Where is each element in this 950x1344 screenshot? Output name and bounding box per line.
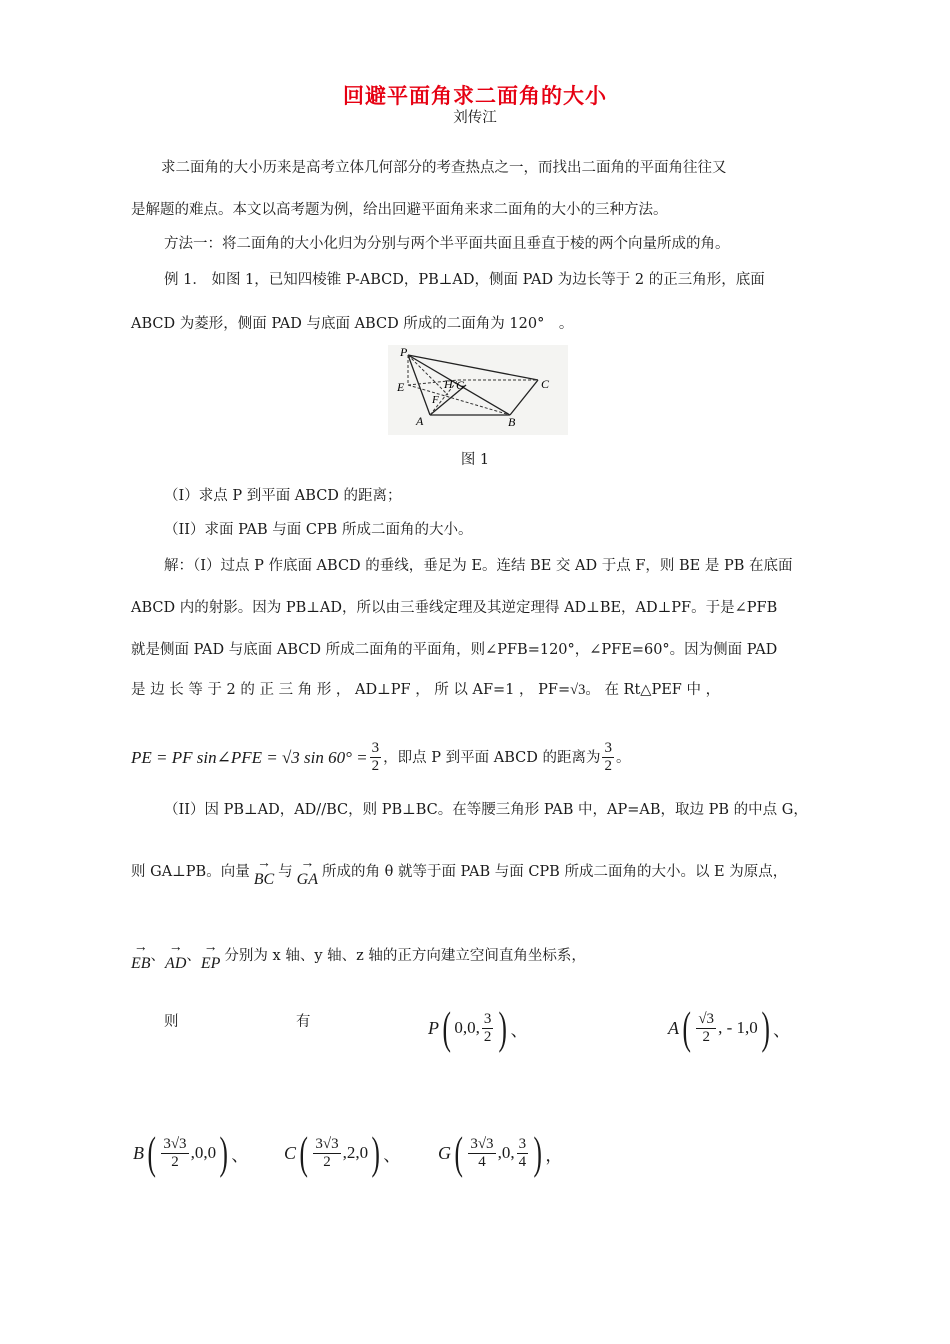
figure-1 (388, 345, 568, 435)
fraction-numerator: 3 (604, 740, 612, 756)
question-1: （I）求点 P 到平面 ABCD 的距离； (164, 488, 402, 504)
method-one-heading: 方法一：将二面角的大小化归为分别与两个半平面共面且垂直于棱的两个向量所成的角。 (164, 236, 730, 252)
part-2-connector: 与 (278, 864, 293, 880)
distance-formula (131, 740, 821, 775)
part-2-line-2-text: 则 GA⊥PB。向量 (131, 864, 250, 880)
coord-p: P ( 0,0, $\frac{3}{2}$ ) 、 (428, 1002, 528, 1053)
solution-line-4 (131, 680, 821, 700)
distance-fraction (602, 740, 614, 775)
separator: 、 (150, 948, 166, 964)
sqrt-3: √3 (570, 682, 586, 698)
solution-line-3: 就是侧面 PAD 与底面 ABCD 所成二面角的平面角，则∠PFB=120°，∠PFE=60°。因为侧面 PAD (131, 642, 778, 658)
part-2-line-2 (131, 852, 821, 892)
solution-line-4-tail: 。 在 Rt△PEF 中 ， (585, 682, 721, 698)
coord-c: C ( $\frac{3√3}{2}$ ,2,0 ) 、 (284, 1127, 401, 1178)
example-1-line-2: ABCD 为菱形，侧面 PAD 与底面 ABCD 所成的二面角为 120° 。 (131, 316, 574, 332)
fraction-numerator: 3 (371, 740, 380, 756)
solution-line-4-text: 是 边 长 等 于 2 的 正 三 角 形 ， AD⊥PF ， 所 以 AF=1 ， PF= (131, 682, 571, 698)
formula-expression: PE = PF sin∠PFE = √3 sin 60° = (131, 747, 368, 767)
point-label-g: G (456, 378, 465, 392)
point-label-a: A (416, 414, 424, 428)
coord-a: A ( $\frac{√3}{2}$ , - 1,0 ) 、 (668, 1002, 791, 1053)
part-2-line-2-tail: 所成的角 θ 就等于面 PAB 与面 CPB 所成二面角的大小。以 E 为原点， (322, 864, 788, 880)
point-label-h: H (444, 377, 453, 391)
example-1-line-1: 例 1． 如图 1，已知四棱锥 P-ABCD，PB⊥AD，侧面 PAD 为边长等于 2 的正三角形，底面 (164, 272, 765, 288)
coord-b: B ( $\frac{3√3}{2}$ ,0,0 ) 、 (133, 1127, 249, 1178)
have-word: 有 (296, 1014, 311, 1030)
intro-line-2: 是解题的难点。本文以高考题为例，给出回避平面角来求二面角的大小的三种方法。 (131, 202, 668, 218)
vector-ad: → AD (165, 940, 187, 972)
axes-text: 分别为 x 轴、y 轴、z 轴的正方向建立空间直角坐标系， (224, 948, 586, 964)
point-label-b: B (508, 415, 516, 429)
point-label-p: P (400, 345, 408, 359)
solution-line-2: ABCD 内的射影。因为 PB⊥AD，所以由三垂线定理及其逆定理得 AD⊥BE，AD⊥PF。于是∠PFB (131, 600, 778, 616)
fraction-denominator: 2 (371, 758, 380, 774)
fraction-denominator: 2 (604, 758, 612, 774)
point-label-e: E (397, 380, 405, 394)
point-label-c: C (541, 377, 550, 391)
axes-definition (131, 936, 821, 976)
part-2-line-1: （II）因 PB⊥AD，AD//BC，则 PB⊥BC。在等腰三角形 PAB 中，AP=AB，取边 PB 的中点 G， (164, 802, 808, 818)
vector-eb: → EB (131, 940, 151, 972)
figure-1-caption: 图 1 (460, 452, 490, 468)
question-2: （II）求面 PAB 与面 CPB 所成二面角的大小。 (164, 522, 473, 538)
separator: 、 (186, 948, 201, 964)
vector-bc: → BC (253, 856, 275, 888)
pyramid-diagram (388, 345, 568, 435)
point-label-f: F (432, 394, 439, 406)
formula-tail: ，即点 P 到平面 ABCD 的距离为 (383, 749, 601, 766)
document-title: 回避平面角求二面角的大小 (343, 83, 607, 108)
solution-line-1: 解：（I）过点 P 作底面 ABCD 的垂线，垂足为 E。连结 BE 交 AD 于点 F，则 BE 是 PB 在底面 (164, 558, 793, 574)
coord-g: G ( $\frac{3√3}{4}$ ,0, $\frac{3}{4}$ ) ， (438, 1127, 563, 1178)
vector-ep: → EP (200, 940, 221, 972)
vector-ga: → GA (296, 856, 318, 888)
formula-end: 。 (615, 749, 631, 766)
formula-fraction (370, 740, 382, 775)
intro-line-1: 求二面角的大小历来是高考立体几何部分的考查热点之一，而找出二面角的平面角往往又 (161, 160, 727, 176)
author-name: 刘传江 (453, 110, 497, 126)
then-word: 则 (164, 1014, 179, 1030)
